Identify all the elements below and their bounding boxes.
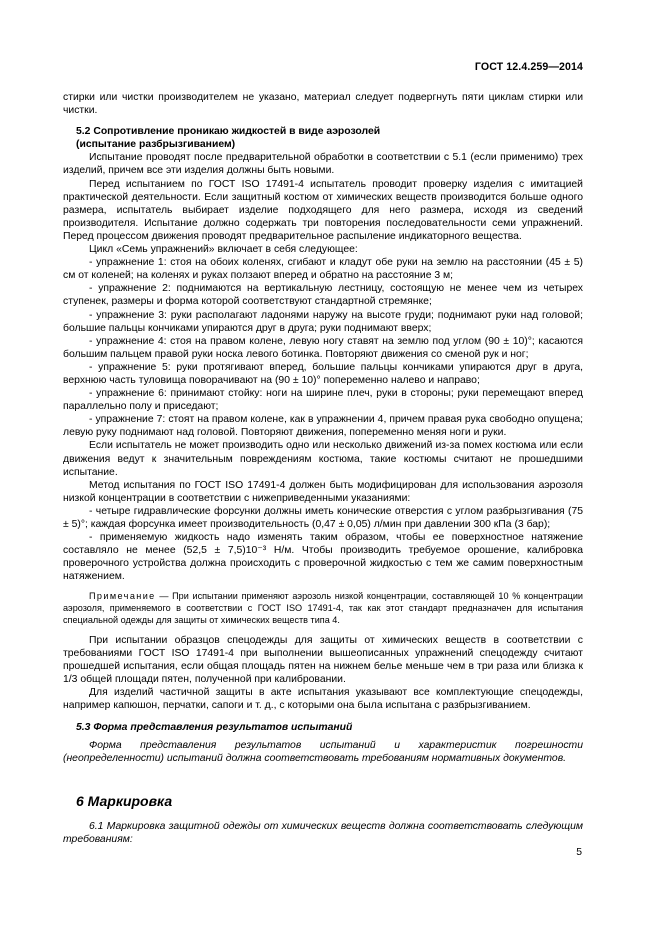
section-5-3-text: Форма представления результатов испытаний и характеристик погрешности (неопределенности) испытаний должна соответствовать требованиям нормативных документов. <box>63 739 583 764</box>
section-5-2-title-line2: (испытание разбрызгиванием) <box>76 139 236 151</box>
page-number: 5 <box>576 847 582 858</box>
modification-item: - применяемую жидкость надо изменять таким образом, чтобы ее поверхностное натяжение составляло не менее (52,5 ± 7,5)10⁻³ Н/м. Чтобы производить требуемое орошение, калибровка проверочного устройства должна происходить с проверочной жидкостью с тем же самим поверхностным натяжением. <box>63 532 583 583</box>
section-6-title: 6 Маркировка <box>76 792 173 809</box>
exercise-item: - упражнение 5: руки протягивают вперед, большие пальцы кончиками упираются друг в друга, верхнюю часть туловища поворачивают на (90 ± 10)° попеременно налево и направо; <box>63 361 583 386</box>
continuation-paragraph: стирки или чистки производителем не указано, материал следует подвергнуть пяти циклам стирки или чистки. <box>63 92 583 117</box>
section-5-2-paragraph: Цикл «Семь упражнений» включает в себя следующее: <box>89 244 358 256</box>
standard-header: ГОСТ 12.4.259—2014 <box>474 61 583 73</box>
exercise-item: - упражнение 3: руки располагают ладонями наружу на высоте груди; поднимают руки над головой; большие пальцы кончиками упираются друг в друга; руки поднимают вверх; <box>63 309 583 334</box>
modification-item: - четыре гидравлические форсунки должны иметь конические отверстия с углом разбрызгивания (75 ± 5)°; каждая форсунка имеет производительность (0,47 ± 0,05) л/мин при давлении 300 кПа (3 бар); <box>63 505 583 530</box>
note-text: — При испытании применяют аэрозоль низкой концентрации, составляющей 10 % концентрации аэрозоля, применяемого в соответствии с ГОСТ ISO 17491-4, так как этот стандарт предназначен для испытания специальной одежды для защиты от химических веществ типа 4. <box>63 591 583 626</box>
section-5-2-paragraph: Если испытатель не может производить одно или несколько движений из-за помех костюма или если движения ведут к значительным повреждениям костюма, такие костюмы считают не прошедшими испытание. <box>63 440 583 478</box>
exercise-item: - упражнение 1: стоя на обоих коленях, сгибают и кладут обе руки на землю на расстоянии (45 ± 5) см от коленей; на коленях и руках ползают вперед и обратно на расстояние 3 м; <box>63 257 583 282</box>
exercise-item: - упражнение 2: поднимаются на вертикальную лестницу, состоящую не менее чем из четырех ступенек, размеры и форма которой соответствуют стандартной стремянке; <box>63 283 583 308</box>
exercise-item: - упражнение 4: стоя на правом колене, левую ногу ставят на землю под углом (90 ± 10)°; касаются большим пальцем правой руки носка левого ботинка. Повторяют движения со сменой рук и ног; <box>63 335 583 360</box>
note-label: Примечание <box>89 591 156 602</box>
section-5-2-paragraph: Перед испытанием по ГОСТ ISO 17491-4 испытатель проводит проверку изделия с имитацией практической деятельности. Если защитный костюм от химических веществ производится больше одного размера, испытатель выбирает изделие подходящего для него размера, исходя из сведений производителя. Испытание должно содержать три повторения последовательности семи упражнений. Перед процессом движения проводят предварительное распыление индикаторного вещества. <box>63 178 583 242</box>
exercise-item: - упражнение 7: стоят на правом колене, как в упражнении 4, причем правая рука свободно опущена; левую руку поднимают над головой. Повторяют движения, попеременно меняя ноги и руки. <box>63 414 583 439</box>
section-5-2-paragraph: Для изделий частичной защиты в акте испытания указывают все комплектующие спецодежды, например капюшон, перчатки, сапоги и т. д., с которыми она была испытана с разбрызгиванием. <box>63 687 583 712</box>
section-5-2-title-line1: 5.2 Сопротивление проникаю жидкостей в виде аэрозолей <box>76 126 381 138</box>
section-5-2-paragraph: Метод испытания по ГОСТ ISO 17491-4 должен быть модифицирован для использования аэрозоля низкой концентрации в соответствии с нижеприведенными указаниями: <box>63 479 583 504</box>
section-6-text: 6.1 Маркировка защитной одежды от химических веществ должна соответствовать следующим требованиям: <box>63 820 583 845</box>
section-5-2-paragraph: Испытание проводят после предварительной обработки в соответствии с 5.1 (если применимо) трех изделий, причем все эти изделия должны быть новыми. <box>63 152 583 177</box>
page-content <box>63 91 583 846</box>
exercise-item: - упражнение 6: принимают стойку: ноги на ширине плеч, руки в стороны; руки перемещают вперед параллельно полу и приседают; <box>63 388 583 413</box>
note <box>63 591 583 626</box>
section-5-2-paragraph: При испытании образцов спецодежды для защиты от химических веществ в соответствии с требованиями ГОСТ ISO 17491-4 при выполнении вышеописанных упражнений спецодежду считают прошедшей испытания, если общая площадь пятен на нижнем белье меньше чем в три раза или близка к 1/3 общей площади пятен, полученной при калибровании. <box>63 634 583 686</box>
section-5-3-title: 5.3 Форма представления результатов испытаний <box>76 722 353 734</box>
